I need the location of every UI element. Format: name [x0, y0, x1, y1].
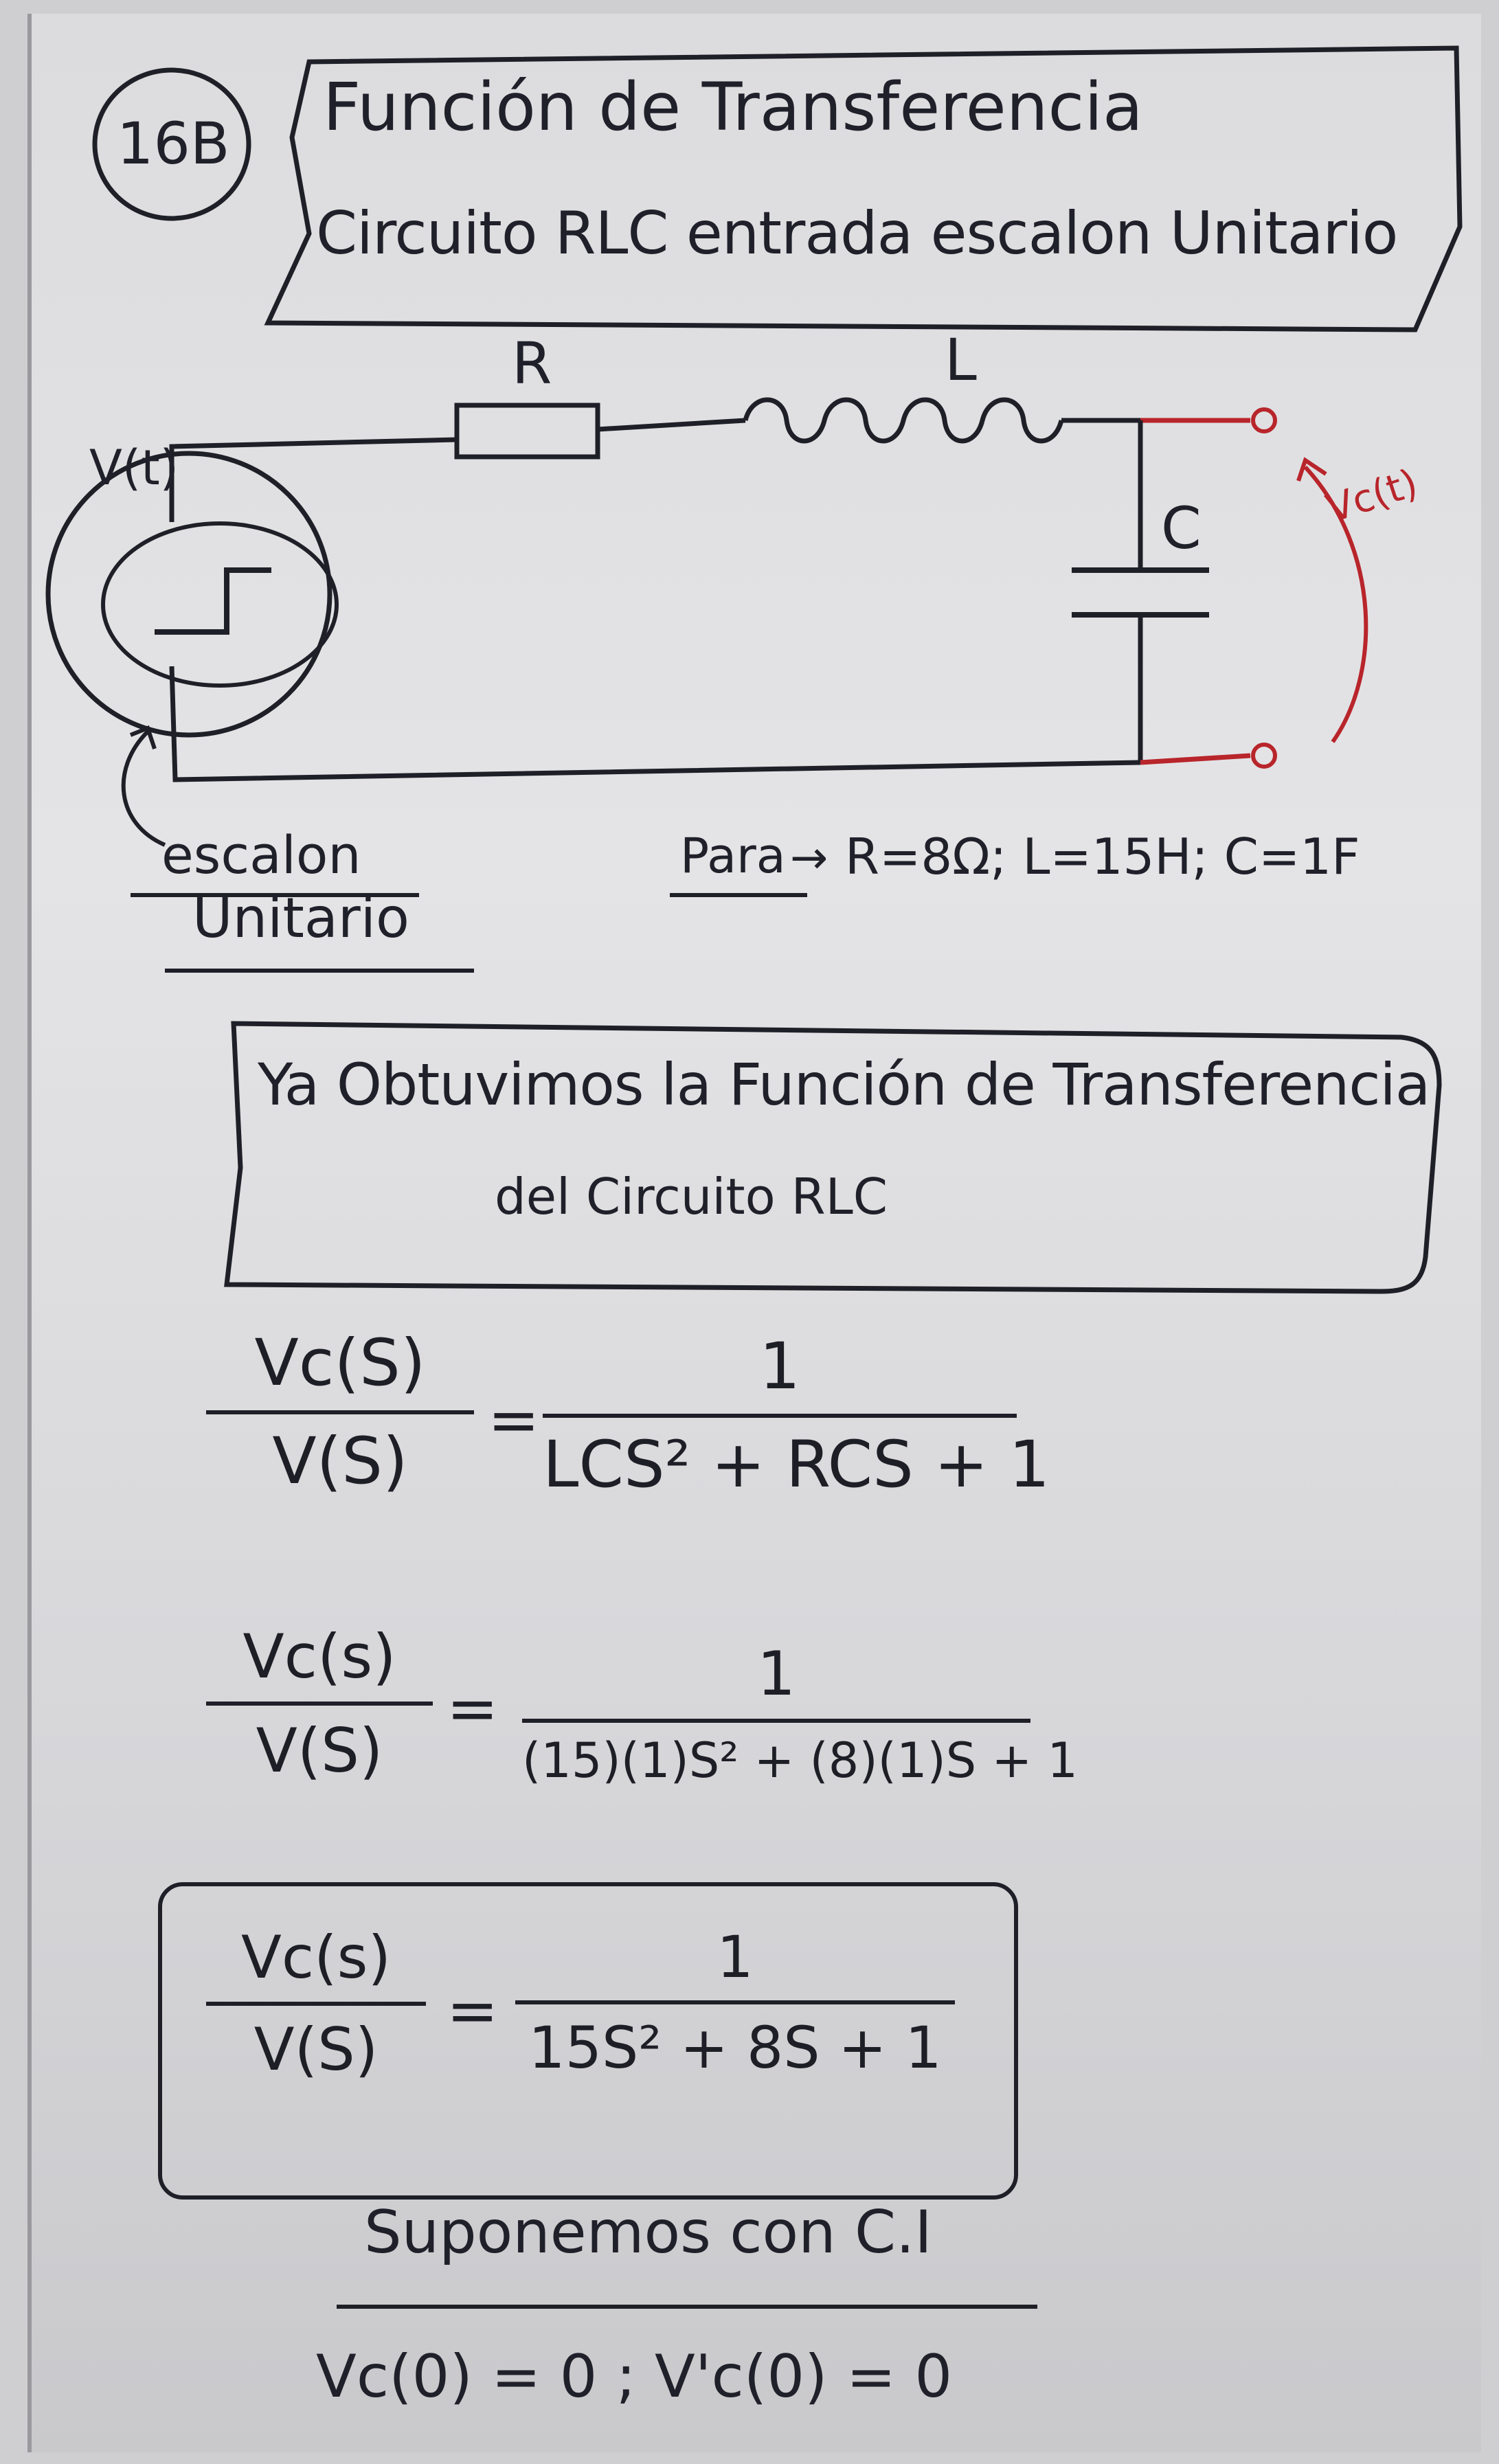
params-prefix: Para	[680, 828, 786, 884]
eq2-lhs-num: Vc(s)	[243, 1621, 396, 1692]
eq2-rhs-bar	[522, 1719, 1030, 1723]
eq2-rhs-den: (15)(1)S² + (8)(1)S + 1	[522, 1732, 1078, 1789]
eq3-rhs-num: 1	[717, 1923, 754, 1991]
eq1-rhs-bar	[543, 1414, 1017, 1418]
ic-heading: Suponemos con C.I	[364, 2198, 932, 2267]
eq3-lhs-den: V(S)	[253, 2015, 379, 2084]
eq2-rhs	[522, 1638, 1078, 1789]
params-arrow: →	[790, 831, 829, 884]
ic-values: Vc(0) = 0 ; V'c(0) = 0	[316, 2342, 953, 2411]
inductor-label: L	[945, 326, 977, 394]
header-title-line1: Función de Transferencia	[323, 69, 1143, 146]
eq3-rhs-bar	[515, 2000, 955, 2004]
ic-underline	[337, 2305, 1037, 2309]
header-number: 16B	[117, 110, 230, 177]
source-label: V(t)	[89, 440, 179, 496]
eq1-rhs-num: 1	[759, 1329, 800, 1404]
eq3-rhs	[515, 1923, 955, 2081]
source-note-line1: escalon	[161, 824, 361, 885]
eq3-lhs-bar	[206, 2002, 426, 2006]
eq1-lhs-num: Vc(S)	[254, 1326, 426, 1401]
resistor-label: R	[512, 330, 552, 397]
eq1-equals: =	[488, 1384, 540, 1456]
eq2-lhs-den: V(S)	[256, 1715, 383, 1786]
eq3-rhs-den: 15S² + 8S + 1	[528, 2014, 942, 2081]
eq2-equals: =	[447, 1673, 499, 1745]
eq1-lhs-den: V(S)	[272, 1424, 408, 1499]
eq1-rhs-den: LCS² + RCS + 1	[543, 1427, 1050, 1502]
params-values: R=8Ω; L=15H; C=1F	[845, 828, 1360, 885]
note-line2: del Circuito RLC	[495, 1168, 888, 1225]
eq1-lhs	[206, 1326, 474, 1499]
note-line1: Ya Obtuvimos la Función de Transferencia	[258, 1051, 1430, 1118]
eq2-lhs-bar	[206, 1702, 433, 1706]
eq3-equals: =	[447, 1975, 499, 2047]
eq2-lhs	[206, 1621, 433, 1786]
eq1-lhs-bar	[206, 1410, 474, 1414]
capacitor-label: C	[1161, 495, 1202, 562]
eq3-lhs	[206, 1923, 426, 2084]
eq1-rhs	[543, 1329, 1050, 1502]
header-title-line2: Circuito RLC entrada escalon Unitario	[316, 199, 1398, 268]
output-voltage-label: Vc(t)	[1321, 460, 1423, 532]
eq2-rhs-num: 1	[757, 1638, 796, 1709]
eq3-lhs-num: Vc(s)	[240, 1923, 392, 1992]
source-note-line2: Unitario	[192, 886, 409, 950]
